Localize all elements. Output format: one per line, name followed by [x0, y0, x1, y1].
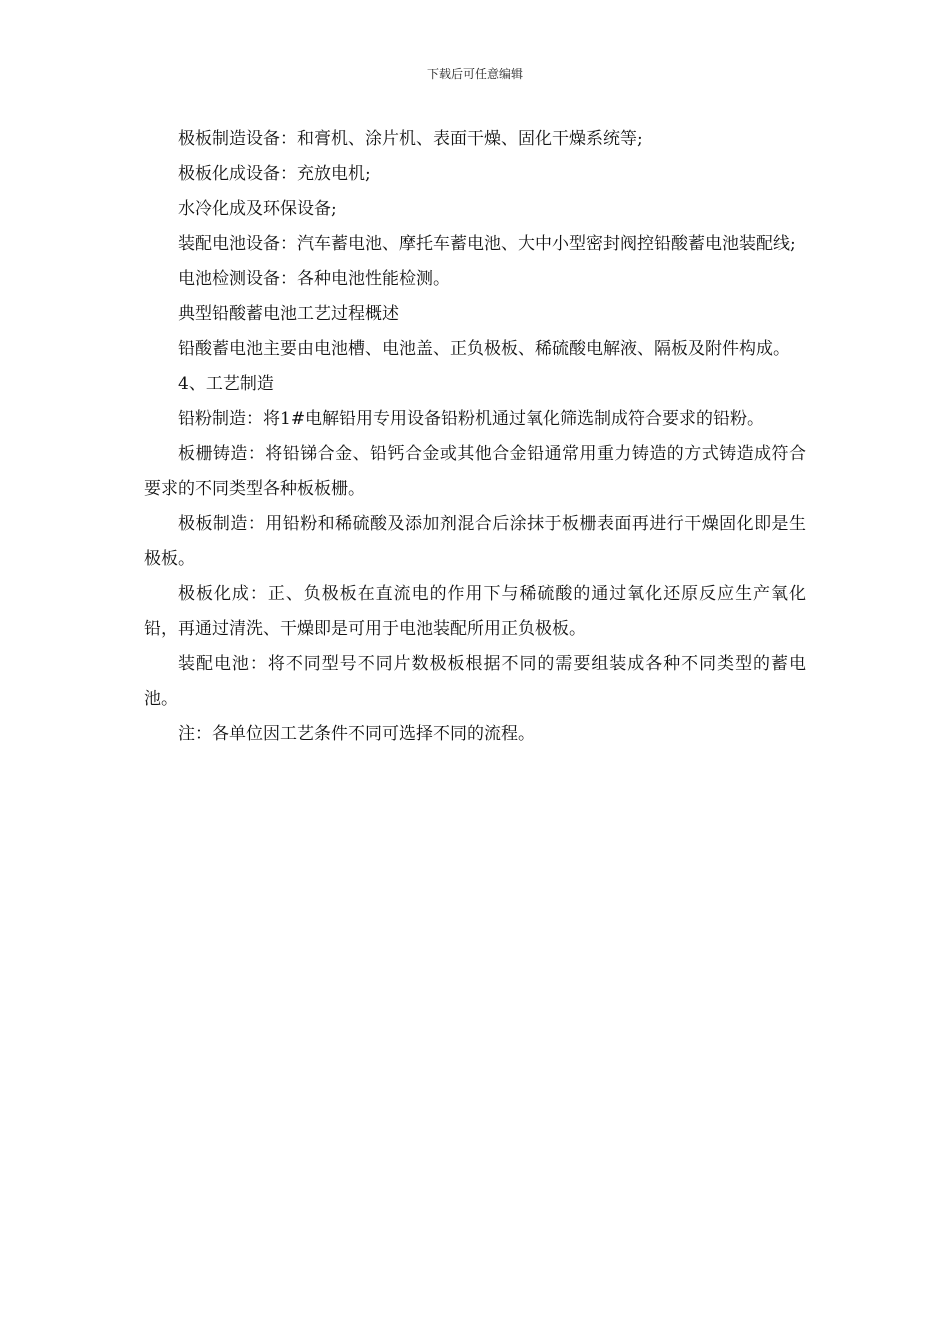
paragraph-plate-formation-equipment: 极板化成设备：充放电机;	[178, 164, 371, 184]
paragraph-process-section-heading: 4、工艺制造	[178, 374, 274, 394]
paragraph-battery-assembly: 装配电池：将不同型号不同片数极板根据不同的需要组装成各种不同类型的蓄电池。	[144, 654, 806, 709]
paragraph-battery-composition: 铅酸蓄电池主要由电池槽、电池盖、正负极板、稀硫酸电解液、隔板及附件构成。	[178, 339, 790, 359]
paragraph-water-cooling-equipment: 水冷化成及环保设备;	[178, 199, 337, 219]
paragraph-battery-testing-equipment: 电池检测设备：各种电池性能检测。	[178, 269, 450, 289]
paragraph-battery-assembly-equipment: 装配电池设备：汽车蓄电池、摩托车蓄电池、大中小型密封阀控铅酸蓄电池装配线;	[178, 234, 796, 254]
document-body	[144, 122, 806, 752]
paragraph-note: 注：各单位因工艺条件不同可选择不同的流程。	[178, 724, 535, 744]
paragraph-process-overview-heading: 典型铅酸蓄电池工艺过程概述	[178, 304, 399, 324]
paragraph-lead-powder: 铅粉制造：将1#电解铅用专用设备铅粉机通过氧化筛选制成符合要求的铅粉。	[178, 409, 765, 429]
paragraph-plate-manufacturing-equipment: 极板制造设备：和膏机、涂片机、表面干燥、固化干燥系统等;	[178, 129, 643, 149]
paragraph-plate-formation: 极板化成：正、负极板在直流电的作用下与稀硫酸的通过氧化还原反应生产氧化铅，再通过清洗、干燥即是可用于电池装配所用正负极板。	[144, 584, 806, 639]
paragraph-plate-making: 极板制造：用铅粉和稀硫酸及添加剂混合后涂抹于板栅表面再进行干燥固化即是生极板。	[144, 514, 806, 569]
paragraph-grid-casting: 板栅铸造：将铅锑合金、铅钙合金或其他合金铅通常用重力铸造的方式铸造成符合要求的不同类型各种板板栅。	[144, 444, 806, 499]
header-note: 下载后可任意编辑	[426, 67, 523, 81]
